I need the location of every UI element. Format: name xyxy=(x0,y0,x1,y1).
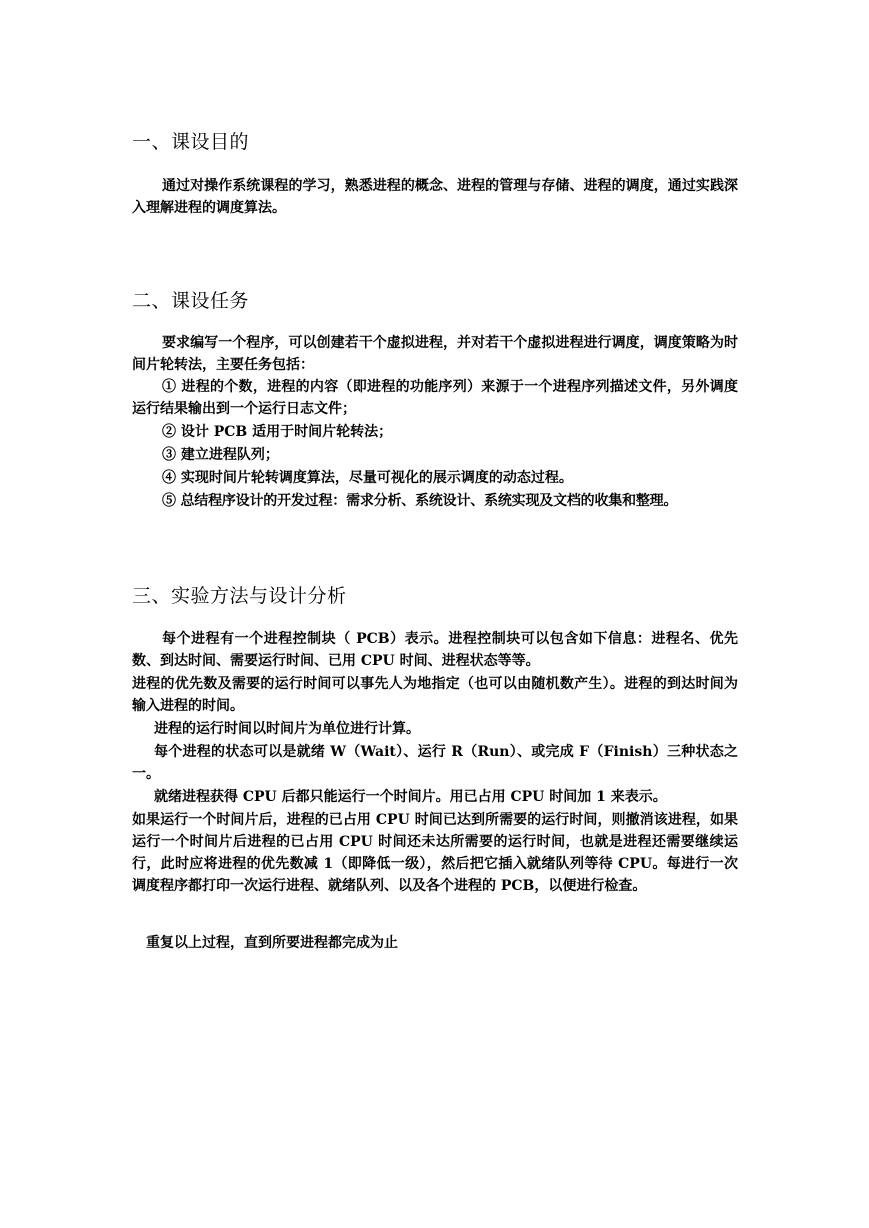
section2-intro: 要求编写一个程序，可以创建若干个虚拟进程，并对若干个虚拟进程进行调度，调度策略为时间片轮转法，主要任务包括： xyxy=(132,335,738,373)
task-item-5: ⑤ 总结程序设计的开发过程：需求分析、系统设计、系统实现及文档的收集和整理。 xyxy=(162,493,678,509)
section3-paragraph-5: 就绪进程获得 CPU 后都只能运行一个时间片。用已占用 CPU 时间加 1 来表示。 xyxy=(154,789,667,805)
section1-paragraph: 通过对操作系统课程的学习，熟悉进程的概念、进程的管理与存储、进程的调度，通过实践深入理解进程的调度算法。 xyxy=(132,178,738,216)
section3-heading: 三、实验方法与设计分析 xyxy=(132,585,347,607)
section3-paragraph-2: 进程的优先数及需要的运行时间可以事先人为地指定（也可以由随机数产生）。进程的到达时间为输入进程的时间。 xyxy=(132,676,738,714)
section3-paragraph-7: 重复以上过程，直到所要进程都完成为止 xyxy=(146,935,398,951)
task-item-4: ④ 实现时间片轮转调度算法，尽量可视化的展示调度的动态过程。 xyxy=(162,470,573,486)
section3-paragraph-4: 每个进程的状态可以是就绪 W（Wait）、运行 R（Run）、或完成 F（Finish）三种状态之一。 xyxy=(132,744,738,782)
task-item-1: ① 进程的个数，进程的内容（即进程的功能序列）来源于一个进程序列描述文件，另外调度运行结果输出到一个运行日志文件； xyxy=(132,379,738,417)
section1-heading: 一、课设目的 xyxy=(132,131,250,153)
task-item-2: ② 设计 PCB 适用于时间片轮转法； xyxy=(162,424,393,440)
section3-paragraph-1: 每个进程有一个进程控制块（ PCB）表示。进程控制块可以包含如下信息：进程名、优先数、到达时间、需要运行时间、已用 CPU 时间、进程状态等等。 xyxy=(132,631,738,669)
section3-paragraph-3: 进程的运行时间以时间片为单位进行计算。 xyxy=(154,721,420,737)
section3-paragraph-6: 如果运行一个时间片后，进程的已占用 CPU 时间已达到所需要的运行时间，则撤消该进程，如果运行一个时间片后进程的已占用 CPU 时间还未达所需要的运行时间，也就是进程还需要继续运行，此时应将进程的优先数减 1（即降低一级），然后把它插入就绪队列等待 CPU。每进行一次调度程序都打印一次运行进程、就绪队列、以及各个进程的 PCB，以便进行检查。 xyxy=(132,812,738,894)
task-item-3: ③ 建立进程队列； xyxy=(162,447,279,463)
section2-heading: 二、课设任务 xyxy=(132,290,250,312)
